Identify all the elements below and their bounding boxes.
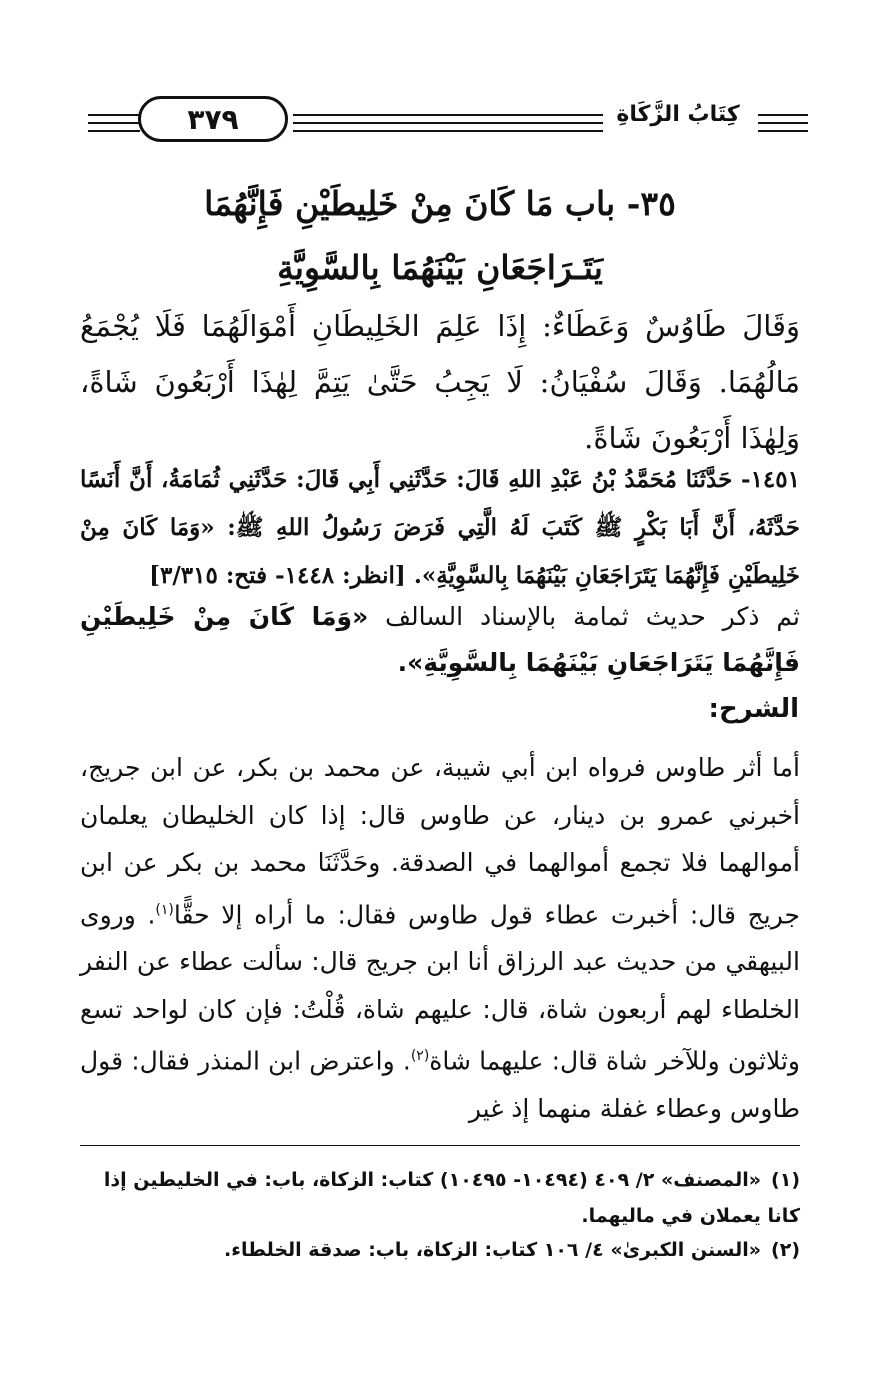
footnote [80,1232,800,1268]
hadith-repeat-intro: ثم ذكر حديث ثمامة بالإسناد السالف [368,602,800,631]
footnote-ref[interactable]: (٢) [410,1048,430,1065]
header-rule [293,130,603,132]
chapter-title-line: ٣٥- باب مَا كَانَ مِنْ خَلِيطَيْنِ فَإِنَّهُمَا [204,184,676,223]
sharh-heading: الشرح: [708,694,799,724]
page-header [88,96,808,146]
chapter-title [120,172,760,300]
sharh-part: . وروى البيهقي من حديث عبد الرزاق أنا ابن جريج قال: سألت عطاء عن النفر الخلطاء لهم أربعون شاة، قال: عليهم شاة، قُلْتُ: فإن كان لواحد تسع وثلاثون وللآخر شاة قال: عليهما شاة [80,899,800,1076]
ta3liq-text: وَقَالَ طَاوُسٌ وَعَطَاءٌ: إِذَا عَلِمَ الخَلِيطَانِ أَمْوَالَهُمَا فَلَا يُجْمَعُ مَالُهُمَا. وَقَالَ سُفْيَانُ: لَا يَجِبُ حَتَّىٰ يَتِمَّ لِهٰذَا أَرْبَعُونَ شَاةً، وَلِهٰذَا أَرْبَعُونَ شَاةً. [80,309,800,455]
hadith-repeat [80,594,800,686]
footnote-number: (٢) [771,1239,800,1261]
hadith-text: ١٤٥١- حَدَّثَنَا مُحَمَّدُ بْنُ عَبْدِ اللهِ قَالَ: حَدَّثَنِي أَبِي قَالَ: حَدَّثَنِي ثُمَامَةُ، أَنَّ أَنَسًا حَدَّثَهُ، أَنَّ أَبَا بَكْرٍ ﷺ كَتَبَ لَهُ الَّتِي فَرَضَ رَسُولُ اللهِ ﷺ: «وَمَا كَانَ مِنْ خَلِيطَيْنِ فَإِنَّهُمَا يَتَرَاجَعَانِ بَيْنَهُمَا بِالسَّوِيَّةِ». [انظر: ١٤٤٨- فتح: ٣/٣١٥] [80,466,800,589]
header-rule [758,130,808,132]
footnote-text: «المصنف» ٢/ ٤٠٩ (١٠٤٩٤- ١٠٤٩٥) كتاب: الزكاة، باب: في الخليطين إذا كانا يعملان في ماليهما. [103,1169,800,1227]
book-title: كِتَابُ الزَّكَاةِ [616,102,740,127]
header-rule [758,114,808,116]
header-rule [88,114,140,116]
footnote-separator [80,1145,800,1146]
hadith-repeat-quote: «وَمَا كَانَ مِنْ خَلِيطَيْنِ فَإِنَّهُمَا يَتَرَاجَعَانِ بَيْنَهُمَا بِالسَّوِيَّةِ». [80,602,800,677]
header-rule [88,130,140,132]
footnote-ref[interactable]: (١) [155,901,174,918]
footnote-text: «السنن الكبرىٰ» ٤/ ١٠٦ كتاب: الزكاة، باب: صدقة الخلطاء. [224,1239,762,1261]
footnote-number: (١) [771,1169,800,1191]
chapter-title-line: يَتَـرَاجَعَانِ بَيْنَهُمَا بِالسَّوِيَّةِ [277,248,603,287]
sharh-part: . واعترض ابن المنذر فقال: قول طاوس وعطاء غفلة منهما إذ غير [80,1046,800,1124]
header-rule [88,122,140,124]
header-rule [293,114,603,116]
sharh-text [80,744,800,1133]
page-number: ٣٧٩ [138,96,288,142]
sharh-part: أما أثر طاوس فرواه ابن أبي شيبة، عن محمد بن بكر، عن ابن جريج، أخبرني عمرو بن دينار، عن طاوس قال: إذا كان الخليطان يعلمان أموالهما فلا تجمع أموالهما في الصدقة. وحَدَّثَنَا محمد بن بكر عن ابن جريج قال: أخبرت عطاء قول طاوس فقال: ما أراه إلا حقًّا [80,753,800,929]
header-rule [293,122,603,124]
footnote [80,1162,800,1234]
header-rule [758,122,808,124]
